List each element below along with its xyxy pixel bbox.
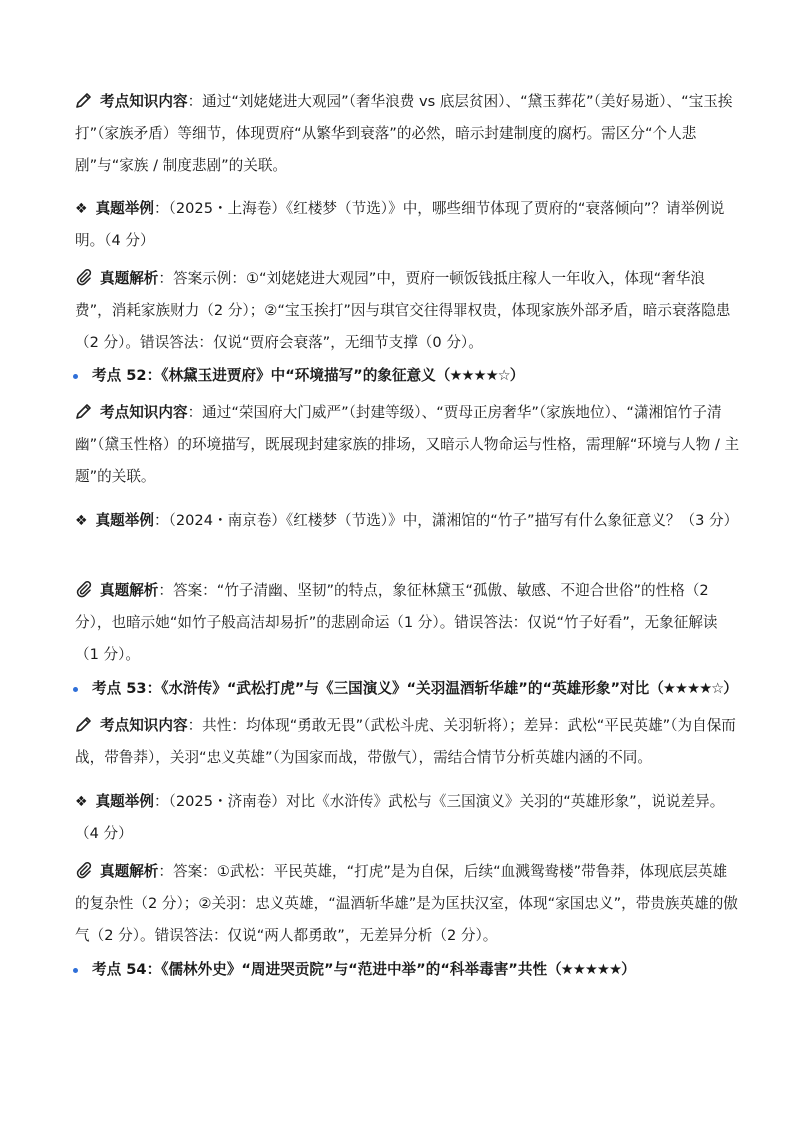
example-label: 真题举例 bbox=[95, 200, 154, 217]
diamond-bullet-icon: ❖ bbox=[75, 794, 88, 810]
diamond-bullet-icon: ❖ bbox=[75, 201, 88, 217]
section-heading bbox=[73, 958, 753, 982]
diamond-bullet-icon: ❖ bbox=[75, 513, 88, 529]
pencil-icon bbox=[75, 713, 93, 731]
knowledge-label: 考点知识内容 bbox=[100, 717, 188, 734]
analysis-text: ：答案示例：①“刘姥姥进大观园”中，贾府一顿饭钱抵庄稼人一年收入，体现“奢华浪费”，消耗家族财力（2 分）；②“宝玉挨打”因与琪官交往得罪权贵，体现家族外部矛盾，暗示衰落隐患（2 分）。错误答法：仅说“贾府会衰落”，无细节支撑（0 分）。 bbox=[75, 270, 731, 351]
bullet-dot-icon bbox=[73, 374, 78, 379]
analysis-block bbox=[75, 856, 740, 952]
pencil-icon bbox=[75, 89, 93, 107]
analysis-text: ：答案：①武松：平民英雄，“打虎”是为自保，后续“血溅鸳鸯楼”带鲁莽，体现底层英雄的复杂性（2 分）；②关羽：忠义英雄，“温酒斩华雄”是为匡扶汉室，体现“家国忠义”，带贵族英雄的傲气（2 分）。错误答法：仅说“两人都勇敢”，无差异分析（2 分）。 bbox=[75, 863, 738, 944]
paperclip-icon bbox=[75, 859, 93, 877]
knowledge-label: 考点知识内容 bbox=[100, 404, 188, 421]
section-heading bbox=[73, 677, 753, 701]
section-heading bbox=[73, 364, 753, 388]
heading-text: 考点 52：《林黛玉进贾府》中“环境描写”的象征意义 bbox=[92, 367, 436, 384]
knowledge-block bbox=[75, 86, 740, 182]
example-block bbox=[75, 193, 740, 257]
knowledge-block bbox=[75, 397, 740, 493]
example-block bbox=[75, 786, 740, 850]
analysis-text: ：答案：“竹子清幽、坚韧”的特点，象征林黛玉“孤傲、敏感、不迎合世俗”的性格（2 分），也暗示她“如竹子般高洁却易折”的悲剧命运（1 分）。错误答法：仅说“竹子好看”，无象征解读（1 分）。 bbox=[75, 582, 718, 663]
heading-text: 考点 53：《水浒传》“武松打虎”与《三国演义》“关羽温酒斩华雄”的“英雄形象”对比 bbox=[92, 680, 650, 697]
example-block bbox=[75, 505, 740, 537]
example-text: ：（2024・南京卷）《红楼梦（节选）》中，潇湘馆的“竹子”描写有什么象征意义？（3 分） bbox=[153, 512, 739, 529]
analysis-block bbox=[75, 575, 740, 671]
example-label: 真题举例 bbox=[95, 793, 154, 810]
star-rating: （★★★★☆） bbox=[435, 367, 524, 384]
bullet-dot-icon bbox=[73, 968, 78, 973]
bullet-dot-icon bbox=[73, 687, 78, 692]
analysis-label: 真题解析 bbox=[100, 270, 159, 287]
analysis-label: 真题解析 bbox=[100, 582, 159, 599]
heading-text: 考点 54：《儒林外史》“周进哭贡院”与“范进中举”的“科举毒害”共性 bbox=[92, 961, 548, 978]
knowledge-block bbox=[75, 710, 740, 774]
paperclip-icon bbox=[75, 578, 93, 596]
knowledge-text: ：通过“刘姥姥进大观园”（奢华浪费 vs 底层贫困）、“黛玉葬花”（美好易逝）、“宝玉挨打”（家族矛盾）等细节，体现贾府“从繁华到衰落”的必然，暗示封建制度的腐朽。需区分“个人悲剧”与“家族 / 制度悲剧”的关联。 bbox=[75, 93, 733, 174]
example-text: ：（2025・上海卷）《红楼梦（节选）》中，哪些细节体现了贾府的“衰落倾向”？请举例说明。（4 分） bbox=[75, 200, 725, 249]
example-text: ：（2025・济南卷）对比《水浒传》武松与《三国演义》关羽的“英雄形象”，说说差异。（4 分） bbox=[75, 793, 725, 842]
pencil-icon bbox=[75, 400, 93, 418]
example-label: 真题举例 bbox=[95, 512, 154, 529]
paperclip-icon bbox=[75, 266, 93, 284]
analysis-block bbox=[75, 263, 740, 359]
analysis-label: 真题解析 bbox=[100, 863, 159, 880]
knowledge-label: 考点知识内容 bbox=[100, 93, 188, 110]
star-rating: （★★★★★） bbox=[547, 961, 635, 978]
star-rating: （★★★★☆） bbox=[649, 680, 737, 697]
knowledge-text: ：通过“荣国府大门威严”（封建等级）、“贾母正房奢华”（家族地位）、“潇湘馆竹子清幽”（黛玉性格）的环境描写，既展现封建家族的排场，又暗示人物命运与性格，需理解“环境与人物 / 主题”的关联。 bbox=[75, 404, 740, 485]
knowledge-text: ：共性：均体现“勇敢无畏”（武松斗虎、关羽斩将）；差异：武松“平民英雄”（为自保而战，带鲁莽），关羽“忠义英雄”（为国家而战，带傲气），需结合情节分析英雄内涵的不同。 bbox=[75, 717, 736, 766]
